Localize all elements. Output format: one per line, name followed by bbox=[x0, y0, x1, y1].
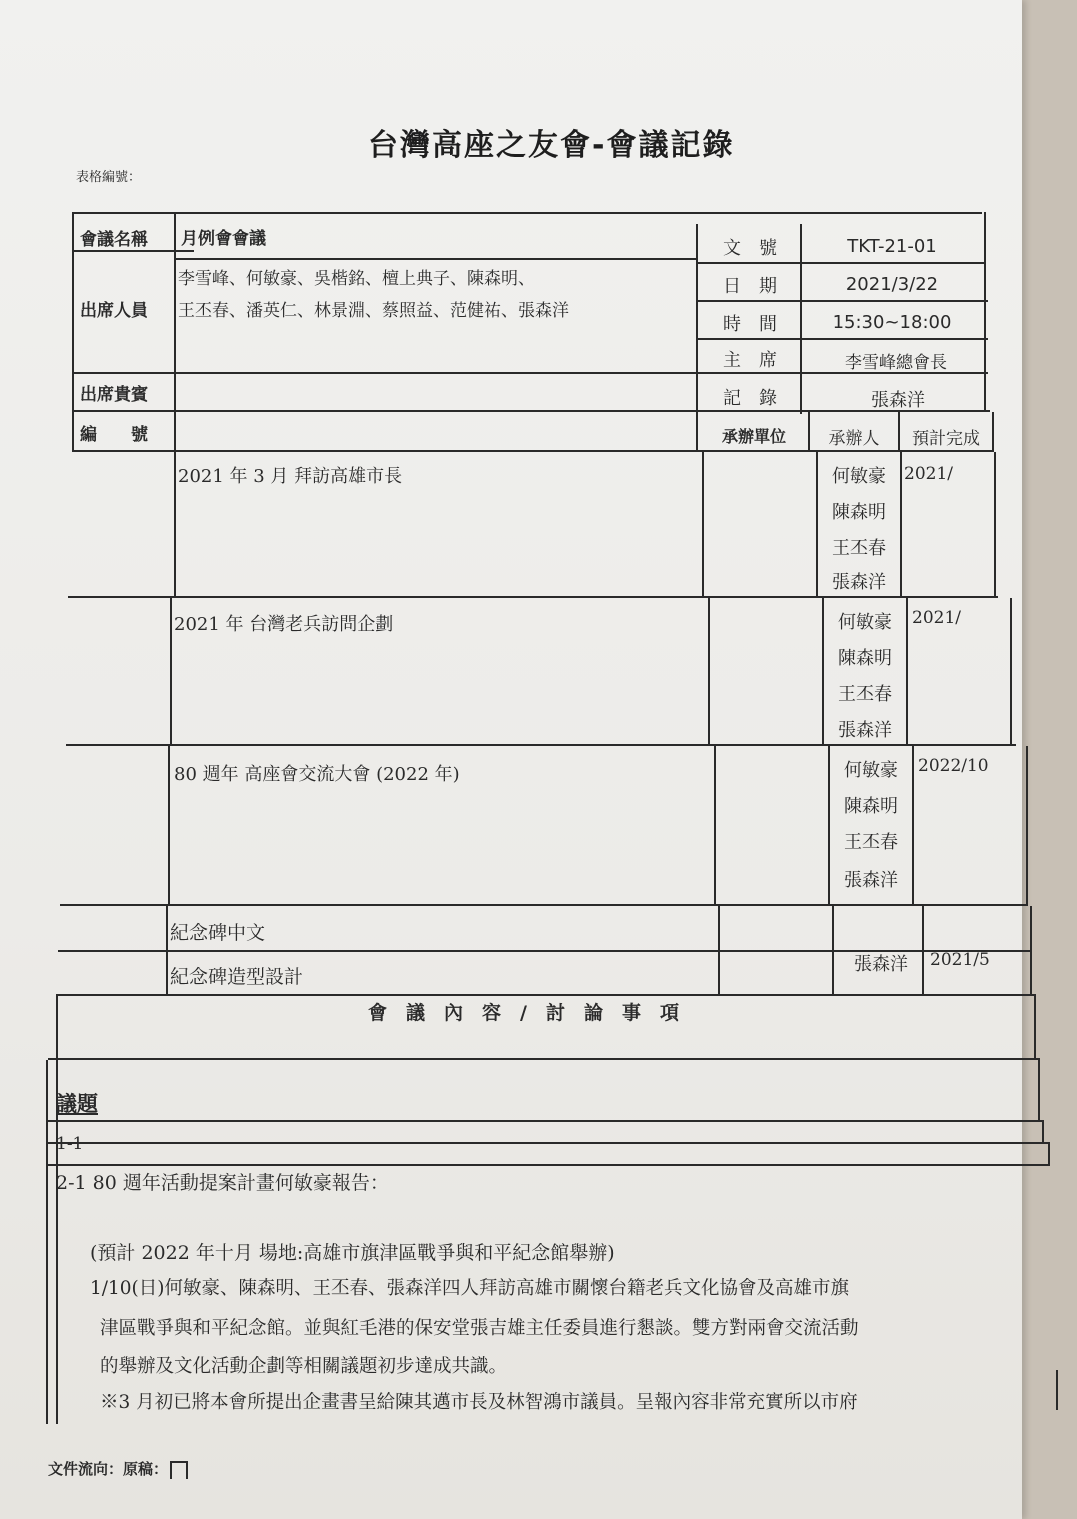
task-item: 2021 年 台灣老兵訪問企劃 bbox=[174, 614, 394, 635]
meeting-name-label: 會議名稱 bbox=[80, 230, 148, 250]
task-handler: 何敏豪 bbox=[844, 760, 898, 781]
task-handler: 張森洋 bbox=[844, 870, 898, 891]
task-handler: 陳森明 bbox=[832, 502, 886, 523]
form-number-label: 表格編號： bbox=[76, 170, 142, 185]
task-handler: 何敏豪 bbox=[832, 466, 886, 487]
task-item: 紀念碑造型設計 bbox=[170, 966, 304, 988]
agenda-item-1-1: 1-1 bbox=[56, 1134, 84, 1154]
document-flow-label: 文件流向：原稿： bbox=[48, 1460, 169, 1478]
task-handler: 王丕春 bbox=[832, 538, 886, 559]
task-handler: 陳森明 bbox=[844, 796, 898, 817]
attendees-line-2: 王丕春、潘英仁、林景淵、蔡照益、范健祐、張森洋 bbox=[178, 301, 569, 321]
task-handler: 陳森明 bbox=[838, 648, 892, 669]
paragraph-plan: (預計 2022 年十月 場地:高雄市旗津區戰爭與和平紀念館舉辦) bbox=[90, 1242, 615, 1264]
task-item: 2021 年 3 月 拜訪高雄市長 bbox=[178, 466, 403, 487]
chair-value: 李雪峰總會長 bbox=[845, 353, 947, 373]
task-handler: 張森洋 bbox=[832, 572, 886, 593]
task-due: 2022/10 bbox=[918, 756, 989, 776]
agenda-item-2-1: 2-1 80 週年活動提案計畫何敏豪報告： bbox=[56, 1172, 389, 1194]
attendees-line-1: 李雪峰、何敏豪、吳楷銘、檀上典子、陳森明、 bbox=[178, 269, 535, 289]
doc-no-value: TKT-21-01 bbox=[847, 236, 937, 257]
due-label: 預計完成 bbox=[912, 429, 980, 449]
paragraph-visit-line-3: 的舉辦及文化活動企劃等相關議題初步達成共識。 bbox=[100, 1356, 508, 1377]
document-title: 台灣高座之友會-會議記錄 bbox=[368, 128, 735, 163]
unit-label: 承辦單位 bbox=[721, 427, 786, 446]
task-handler: 王丕春 bbox=[838, 684, 892, 705]
time-label: 時 間 bbox=[723, 314, 777, 335]
date-label: 日 期 bbox=[723, 276, 777, 297]
document-flow bbox=[48, 1458, 188, 1479]
date-value: 2021/3/22 bbox=[845, 274, 939, 295]
task-item: 紀念碑中文 bbox=[170, 922, 266, 944]
task-due: 2021/ bbox=[912, 608, 961, 628]
task-item: 80 週年 高座會交流大會 (2022 年) bbox=[174, 764, 460, 785]
original-checkbox[interactable] bbox=[170, 1461, 188, 1479]
paragraph-visit-line-2: 津區戰爭與和平紀念館。並與紅毛港的保安堂張吉雄主任委員進行懇談。雙方對兩會交流活動 bbox=[100, 1318, 859, 1339]
task-handler: 張森洋 bbox=[854, 954, 908, 975]
chair-label: 主 席 bbox=[723, 350, 777, 371]
content-section-header: 會 議 內 容 / 討 論 事 項 bbox=[368, 1002, 679, 1024]
doc-no-label: 文 號 bbox=[723, 238, 777, 259]
meeting-name-value: 月例會會議 bbox=[181, 229, 266, 249]
time-value: 15:30~18:00 bbox=[832, 312, 952, 333]
handler-label: 承辦人 bbox=[828, 429, 880, 449]
attendees-label: 出席人員 bbox=[80, 301, 148, 321]
paragraph-visit-line-1: 1/10(日)何敏豪、陳森明、王丕春、張森洋四人拜訪高雄市關懷台籍老兵文化協會及高雄市旗 bbox=[90, 1278, 849, 1299]
task-due: 2021/ bbox=[904, 464, 953, 484]
number-label: 編 號 bbox=[80, 425, 148, 445]
paragraph-proposal: ※3 月初已將本會所提出企畫書呈給陳其邁市長及林智鴻市議員。呈報內容非常充實所以市府 bbox=[100, 1392, 858, 1413]
agenda-label: 議題 bbox=[56, 1092, 98, 1116]
task-handler: 王丕春 bbox=[844, 832, 898, 853]
recorder-label: 記 錄 bbox=[723, 388, 777, 409]
guests-label: 出席貴賓 bbox=[80, 385, 148, 405]
task-due: 2021/5 bbox=[930, 950, 990, 970]
task-handler: 何敏豪 bbox=[838, 612, 892, 633]
task-handler: 張森洋 bbox=[838, 720, 892, 741]
recorder-value: 張森洋 bbox=[871, 390, 925, 411]
